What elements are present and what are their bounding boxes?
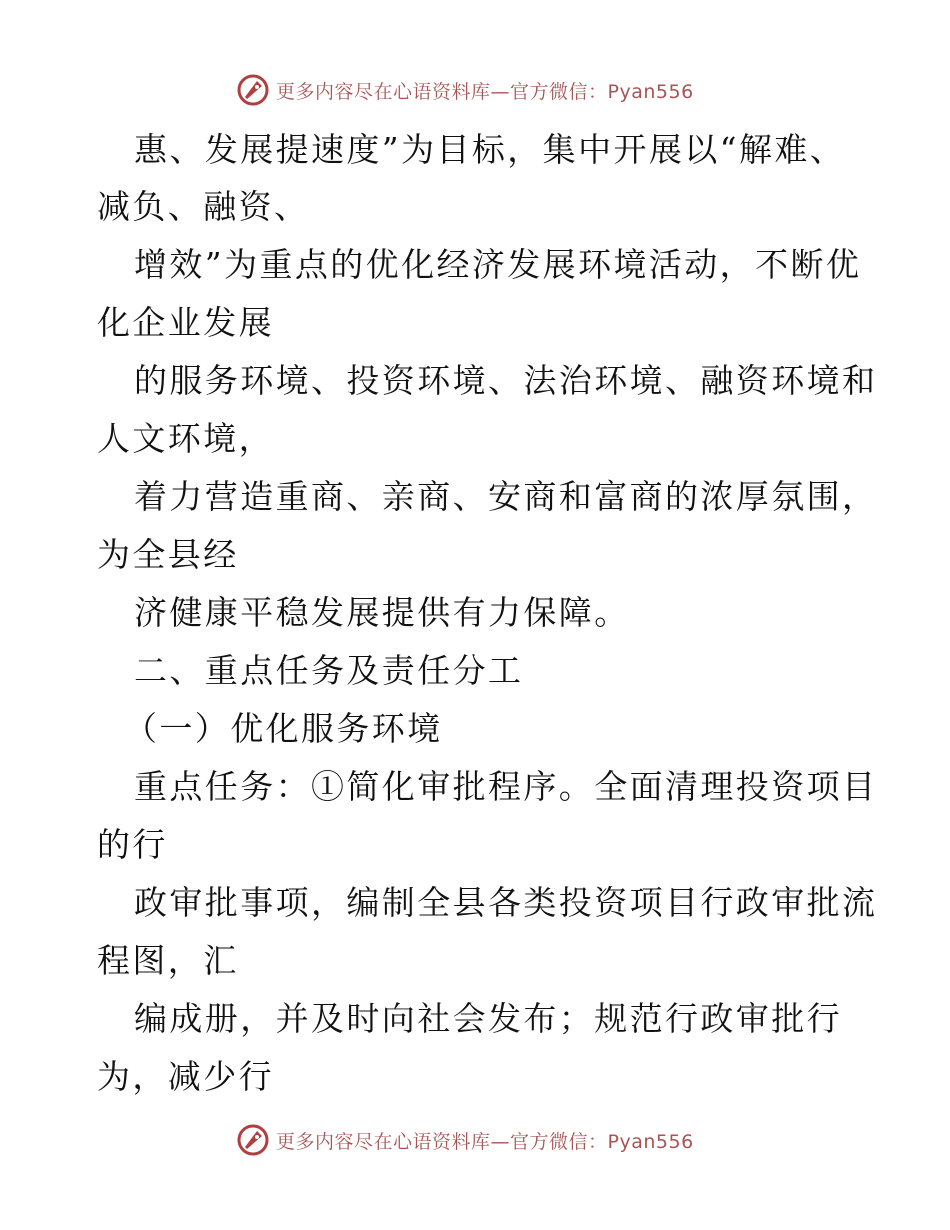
body-line: 济健康平稳发展提供有力保障。	[134, 593, 630, 632]
section-heading: 二、重点任务及责任分工	[134, 651, 524, 690]
body-line: 为，减少行	[97, 1057, 274, 1096]
body-line: 编成册，并及时向社会发布；规范行政审批行	[134, 999, 842, 1038]
body-line: 人文环境，	[97, 419, 274, 458]
body-line: 减负、融资、	[97, 187, 310, 226]
body-line: 惠、发展提速度”为目标，集中开展以“解难、	[134, 130, 846, 169]
body-line: 重点任务：①简化审批程序。全面清理投资项目	[134, 767, 878, 806]
body-line: 增效”为重点的优化经济发展环境活动，不断优	[134, 245, 862, 284]
pen-nib-logo-icon	[236, 1123, 270, 1157]
subsection-heading: （一）优化服务环境	[124, 709, 443, 748]
body-line: 政审批事项，编制全县各类投资项目行政审批流	[134, 883, 878, 922]
body-line: 为全县经	[97, 535, 239, 574]
watermark-text: 更多内容尽在心语资料库—官方微信：Pyan556	[276, 1130, 694, 1153]
body-line: 的行	[97, 825, 168, 864]
body-line: 着力营造重商、亲商、安商和富商的浓厚氛围，	[134, 477, 878, 516]
body-line: 程图，汇	[97, 941, 239, 980]
body-line: 的服务环境、投资环境、法治环境、融资环境和	[134, 361, 878, 400]
watermark-text: 更多内容尽在心语资料库—官方微信：Pyan556	[276, 80, 694, 103]
header-watermark	[236, 72, 694, 108]
footer-watermark	[236, 1122, 694, 1158]
body-line: 化企业发展	[97, 303, 274, 342]
pen-nib-logo-icon	[236, 73, 270, 107]
